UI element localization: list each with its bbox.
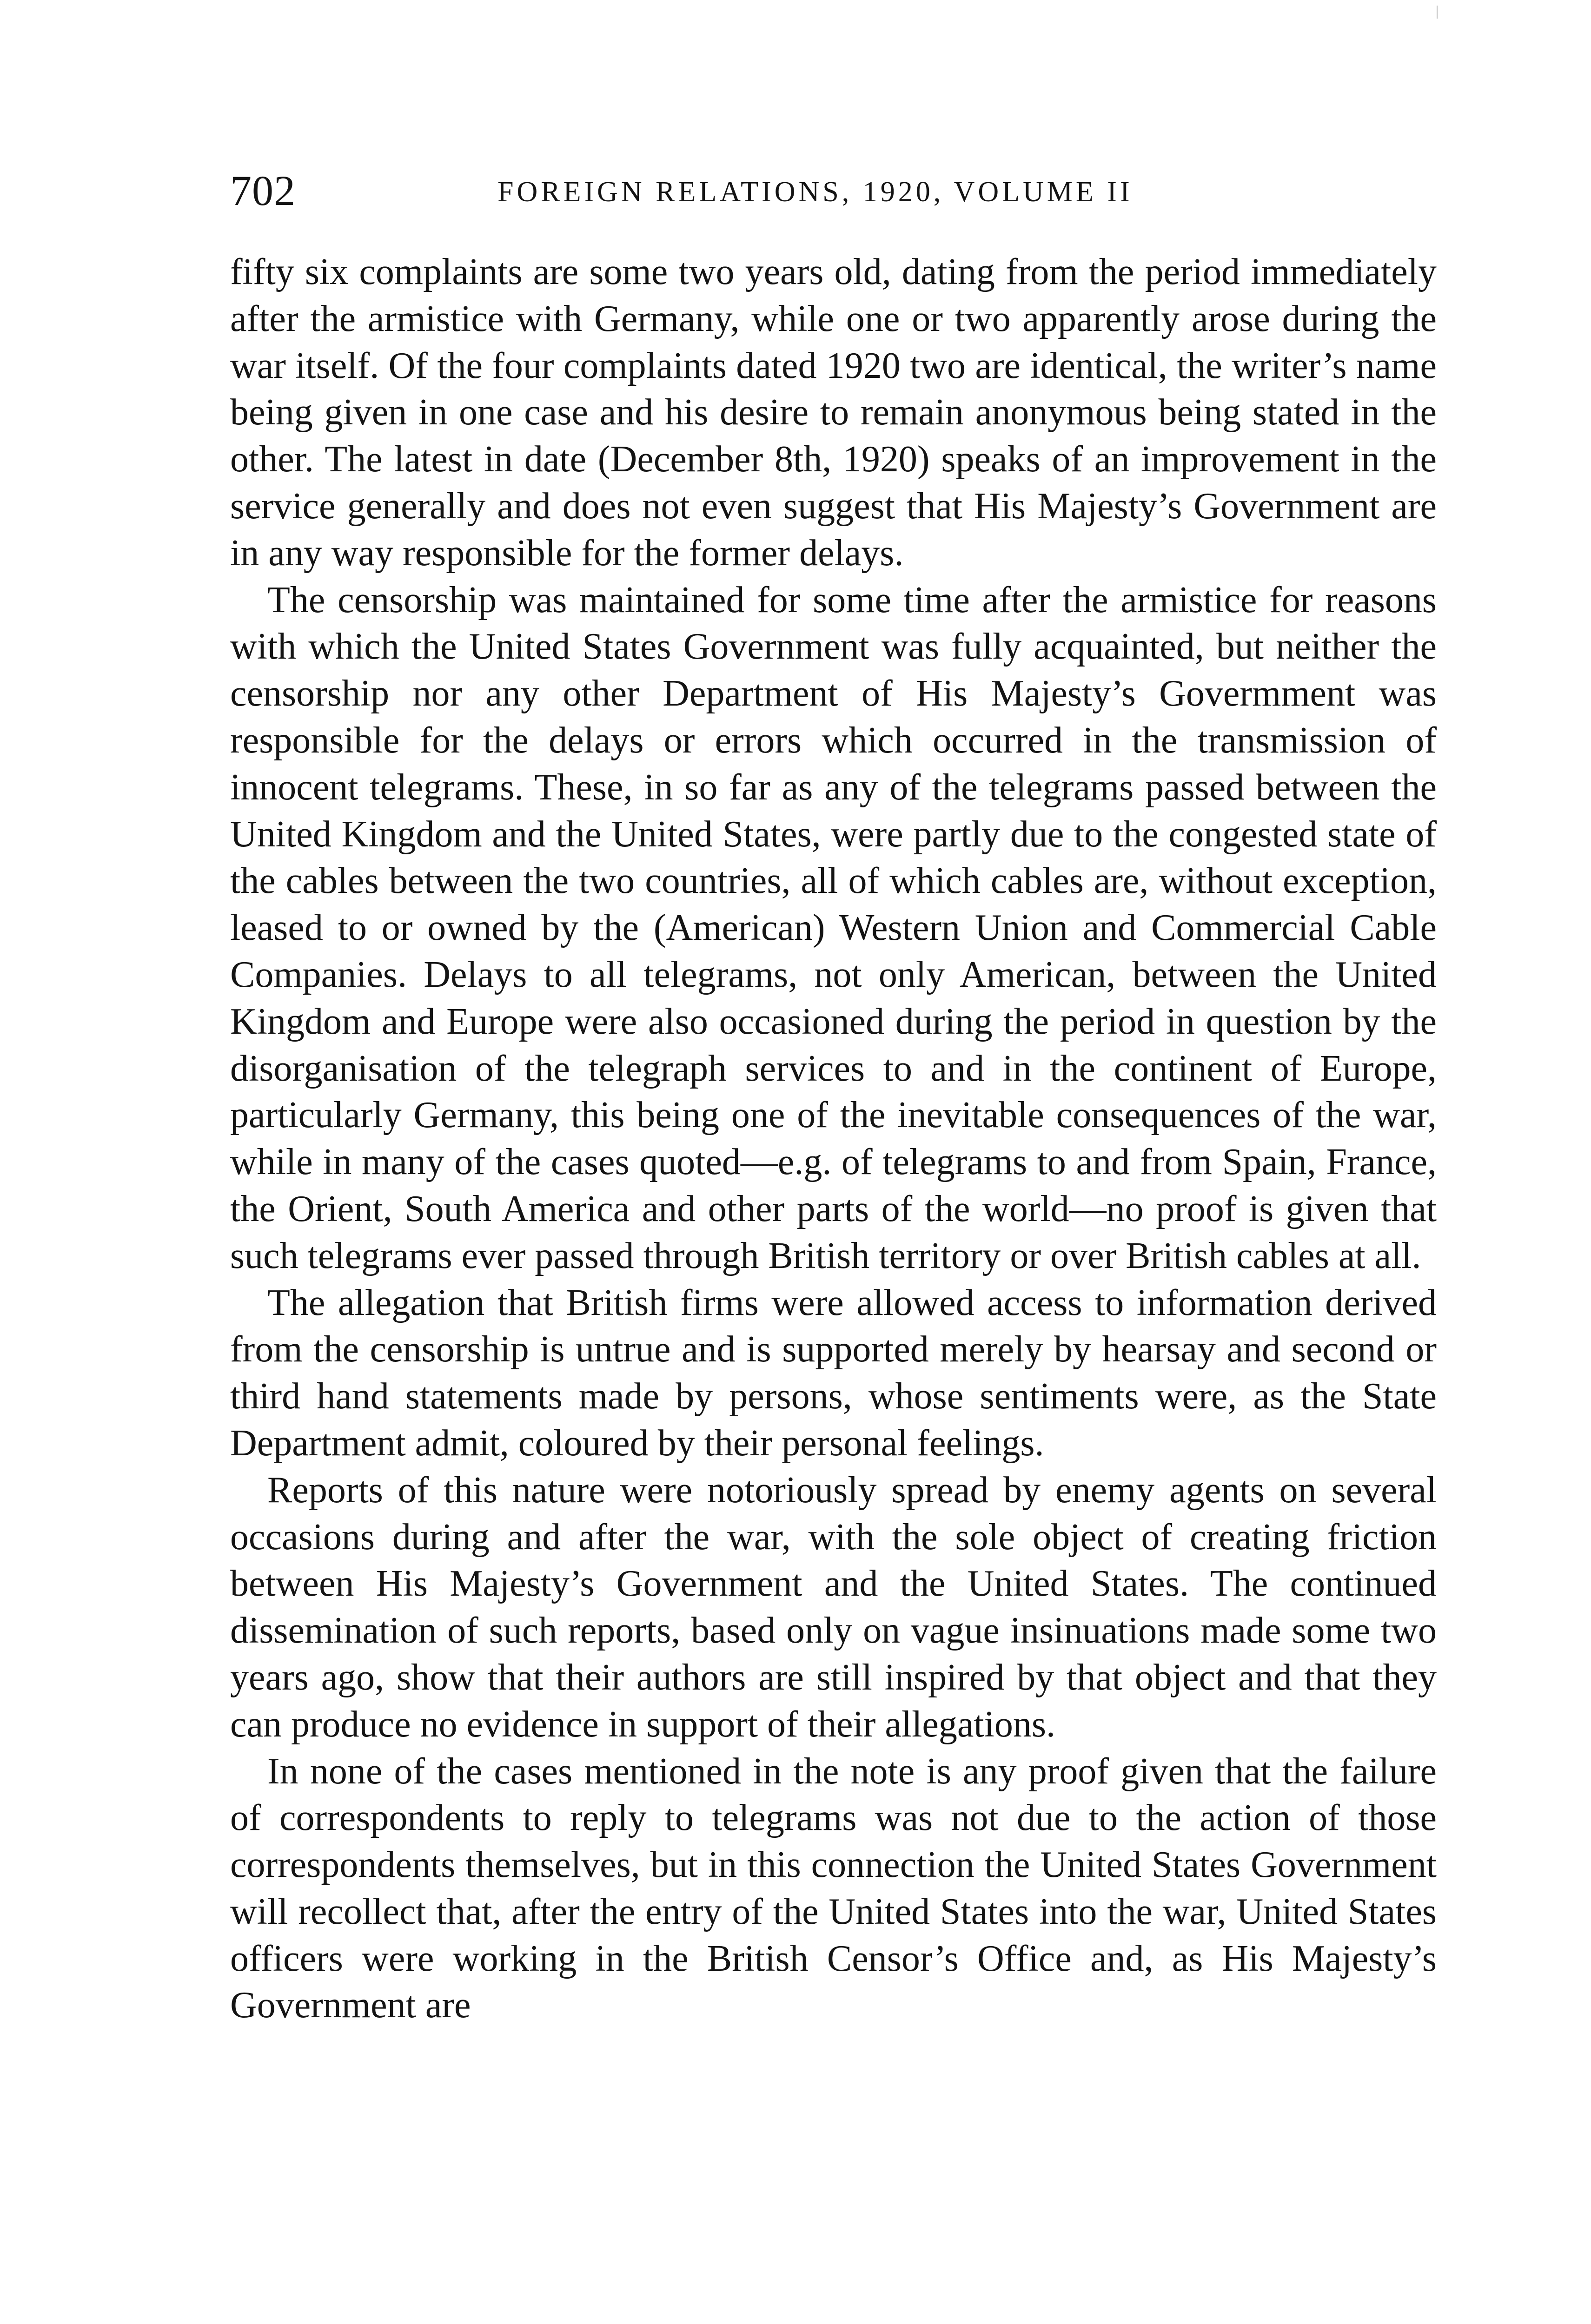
body-text [230, 249, 1437, 2029]
paragraph-4: Reports of this nature were notoriously spread by enemy agents on several occasions during and after the war, with the sole object of creating friction between His Majesty’s Government and the United States. The continued dissemination of such reports, based only on vague insinuations made some two years ago, show that their authors are still inspired by that object and that they can produce no evidence in support of their allegations. [230, 1469, 1437, 1745]
running-title: FOREIGN RELATIONS, 1920, VOLUME II [497, 176, 1133, 208]
paragraph-5: In none of the cases mentioned in the note is any proof given that the failure of correspondents to reply to telegrams was not due to the action of those correspondents themselves, but in this connection the United States Government will recollect that, after the entry of the United States into the war, United States officers were working in the British Censor’s Office and, as His Majesty’s Government are [230, 1750, 1437, 2026]
paragraph-1: fifty six complaints are some two years old, dating from the period immediately after the armistice with Germany, while one or two apparently arose during the war itself. Of the four complaints dated 1920 two are identical, the writer’s name being given in one case and his desire to remain anonymous being stated in the other. The latest in date (December 8th, 1920) speaks of an improvement in the service generally and does not even suggest that His Majesty’s Government are in any way responsible for the former delays. [230, 251, 1437, 574]
page-header [230, 163, 1360, 223]
paragraph-3: The allegation that British firms were allowed access to information derived from the censorship is untrue and is supported merely by hearsay and second or third hand statements made by persons, whose sentiments were, as the State Department admit, coloured by their personal feelings. [230, 1282, 1437, 1464]
scan-mark [1437, 6, 1438, 19]
paragraph-2: The censorship was maintained for some time after the armistice for reasons with which the United States Government was fully acquainted, but neither the censorship nor any other Department of His Majesty’s Govermment was responsible for the delays or errors which occurred in the transmission of innocent telegrams. These, in so far as any of the telegrams passed between the United Kingdom and the United States, were partly due to the congested state of the cables between the two countries, all of which cables are, without exception, leased to or owned by the (American) Western Union and Commercial Cable Companies. Delays to all telegrams, not only American, between the United Kingdom and Europe were also occasioned during the period in question by the disorganisation of the telegraph services to and in the continent of Europe, particularly Germany, this being one of the inevitable consequences of the war, while in many of the cases quoted—e.g. of telegrams to and from Spain, France, the Orient, South America and other parts of the world—no proof is given that such telegrams ever passed through British territory or over British cables at all. [230, 579, 1437, 1276]
page-number: 702 [230, 167, 296, 214]
